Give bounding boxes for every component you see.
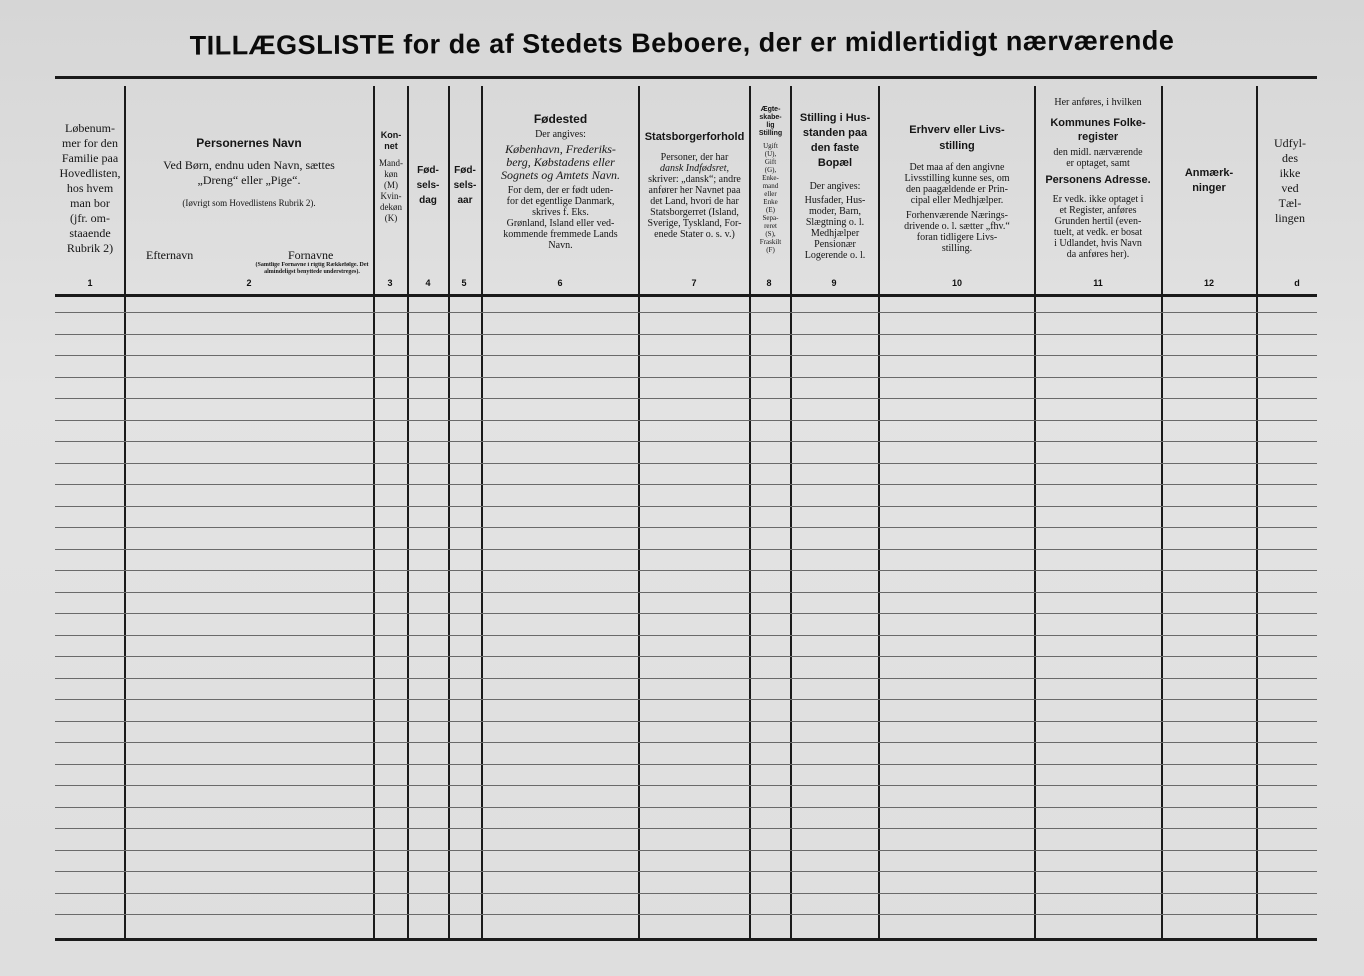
column-number: 8	[766, 278, 772, 288]
header-line: anfører her Navnet paa	[648, 185, 741, 196]
header-line: Fraskilt	[759, 238, 782, 246]
ruled-line	[55, 377, 1317, 378]
column-number: 1	[87, 278, 93, 288]
column-heading: Personens Adresse.	[1045, 174, 1151, 186]
column-5-header	[450, 163, 480, 208]
ruled-line	[55, 441, 1317, 442]
ruled-line	[55, 914, 1317, 915]
header-line: Ved Børn, endnu uden Navn, sættes	[163, 158, 335, 172]
column-11-header	[1036, 97, 1160, 260]
header-line: Forhenværende Nærings-	[906, 210, 1008, 221]
header-line: i Udlandet, hvis Navn	[1054, 238, 1142, 249]
header-line: For dem, der er født uden-	[507, 185, 614, 196]
column-6-header	[484, 114, 637, 251]
ruled-line	[55, 742, 1317, 743]
column-2-header	[127, 136, 371, 211]
surname-subheader: Efternavn	[146, 248, 194, 262]
header-line: Kvin-	[380, 191, 402, 201]
header-line: (G),	[764, 166, 777, 174]
given-names-subheader: Fornavne	[288, 248, 334, 262]
ruled-line	[55, 699, 1317, 700]
header-line: staaende	[69, 226, 111, 240]
header-line: Slægtning o. l.	[805, 217, 865, 228]
column-8-header	[751, 106, 790, 254]
header-line: Sognets og Amtets Navn.	[500, 168, 621, 182]
header-line: Ugift	[763, 142, 778, 150]
ruled-line	[55, 312, 1317, 313]
header-line: man bor	[70, 196, 110, 210]
header-line: (K)	[384, 213, 398, 223]
header-line: Grønland, Island eller ved-	[506, 218, 615, 229]
header-line: et Register, anføres	[1059, 205, 1137, 216]
header-line: Der angives:	[809, 181, 861, 192]
header-line: den paagældende er Prin-	[906, 184, 1008, 195]
ruled-line	[55, 635, 1317, 636]
header-line: København, Frederiks-	[505, 142, 616, 156]
column-number: 4	[425, 278, 431, 288]
header-line: da anføres her).	[1066, 249, 1130, 260]
column-number: 6	[557, 278, 563, 288]
header-line: Sverige, Tyskland, For-	[647, 218, 742, 229]
header-line: Familie paa	[61, 151, 119, 165]
column-divider	[448, 86, 450, 938]
ruled-line	[55, 893, 1317, 894]
column-1-header	[57, 121, 123, 256]
column-heading: Ægte- skabe- lig Stilling	[758, 106, 783, 137]
header-note: (Iøvrigt som Hovedlistens Rubrik 2).	[182, 198, 316, 208]
header-line: Er vedk. ikke optaget i	[1052, 194, 1144, 205]
header-line: Gift	[764, 158, 777, 166]
header-line: Enke-	[762, 174, 779, 182]
header-line: Der angives:	[535, 129, 586, 140]
header-line: cipal eller Medhjælper.	[910, 195, 1004, 206]
header-line: Tæl-	[1278, 196, 1302, 210]
header-line: des	[1282, 151, 1298, 165]
header-line: Statsborgerret (Island,	[650, 207, 739, 218]
header-line: Husfader, Hus-	[804, 195, 866, 206]
column-9-header	[792, 111, 878, 261]
ruled-line	[55, 549, 1317, 550]
header-line: reret	[764, 222, 777, 230]
header-line: (U),	[764, 150, 777, 158]
column-number: 12	[1203, 278, 1214, 288]
header-line: skriver: „dansk“; andre	[648, 174, 741, 185]
header-line: eller	[764, 190, 777, 198]
header-line: Hovedlisten,	[59, 166, 121, 180]
header-line: kommende fremmede Lands	[503, 229, 618, 240]
column-number: 3	[387, 278, 393, 288]
column-10-header	[880, 122, 1034, 254]
column-heading: Personernes Navn	[196, 136, 302, 150]
header-line: (M)	[384, 180, 398, 190]
ruled-line	[55, 850, 1317, 851]
column-heading: Stilling i Hus- standen paa den faste Bopæl	[799, 112, 871, 169]
ruled-line	[55, 506, 1317, 507]
header-bottom-rule	[55, 294, 1317, 297]
header-line: skrives f. Eks.	[532, 207, 589, 218]
header-line: hos hvem	[66, 181, 114, 195]
header-line: Det maa af den angivne	[909, 162, 1005, 173]
column-heading: Kon- net	[380, 130, 402, 151]
column-d-header	[1258, 136, 1322, 226]
header-line: foran tidligere Livs-	[916, 232, 998, 243]
ruled-line	[55, 656, 1317, 657]
ruled-line	[55, 570, 1317, 571]
header-line: Mand-	[379, 158, 403, 168]
top-rule	[55, 76, 1317, 79]
header-line: Sepa-	[762, 214, 779, 222]
header-line: Livsstilling kunne ses, om	[904, 173, 1010, 184]
column-heading: Fød- sels- dag	[416, 165, 440, 206]
header-line: moder, Barn,	[808, 206, 862, 217]
column-divider	[1161, 86, 1163, 938]
header-line: Medhjælper	[810, 228, 860, 239]
header-line: ved	[1281, 181, 1299, 195]
ruled-line	[55, 828, 1317, 829]
header-line: er optaget, samt	[1066, 158, 1130, 169]
header-line: stilling.	[941, 243, 973, 254]
ruled-line	[55, 613, 1317, 614]
ruled-line	[55, 527, 1317, 528]
ruled-line	[55, 420, 1317, 421]
header-line: drivende o. l. sætter „fhv.“	[904, 221, 1010, 232]
ruled-line	[55, 484, 1317, 485]
header-line: Pensionær	[814, 239, 856, 250]
column-3-header	[375, 130, 407, 224]
ruled-line	[55, 764, 1317, 765]
column-number: 9	[831, 278, 837, 288]
column-heading: Statsborgerforhold	[644, 132, 745, 143]
header-line: „Dreng“ eller „Pige“.	[197, 173, 301, 187]
ruled-line	[55, 592, 1317, 593]
header-line: ikke	[1279, 166, 1301, 180]
ruled-line	[55, 871, 1317, 872]
column-heading: Erhverv eller Livs- stilling	[909, 124, 1005, 152]
column-7-header	[640, 132, 749, 240]
ruled-line	[55, 463, 1317, 464]
header-line: køn	[384, 169, 398, 179]
column-heading: Kommunes Folke- register	[1050, 117, 1146, 143]
bottom-rule	[55, 938, 1317, 941]
column-number: 2	[246, 278, 252, 288]
ruled-line	[55, 721, 1317, 722]
column-heading: Fød- sels- aar	[453, 165, 477, 206]
header-line: dansk Indfødsret,	[659, 163, 730, 174]
column-divider	[124, 86, 126, 938]
header-line: (F)	[766, 246, 775, 254]
header-line: Rubrik 2)	[66, 241, 114, 255]
column-divider	[481, 86, 483, 938]
header-line: Personer, der har	[660, 152, 729, 163]
ruled-line	[55, 355, 1317, 356]
header-line: dekøn	[380, 202, 402, 212]
header-line: mand	[762, 182, 779, 190]
header-line: Her anføres, i hvilken	[1054, 97, 1142, 108]
form-title: TILLÆGSLISTE for de af Stedets Beboere, der er midlertidigt nærværende	[189, 25, 1175, 61]
ruled-line	[55, 785, 1317, 786]
column-number: 10	[951, 278, 962, 288]
header-line: Navn.	[548, 240, 573, 251]
header-line: mer for den	[62, 136, 118, 150]
header-line: (E)	[766, 206, 775, 214]
header-line: Løbenum-	[65, 121, 115, 135]
column-12-header	[1163, 166, 1255, 196]
ruled-line	[55, 678, 1317, 679]
column-number: d	[1294, 278, 1300, 288]
header-line: den midl. nærværende	[1053, 147, 1143, 158]
ruled-line	[55, 398, 1317, 399]
column-heading: Anmærk- ninger	[1184, 167, 1234, 194]
header-line: for det egentlige Danmark,	[506, 196, 615, 207]
header-line: tuelt, at vedk. er bosat	[1053, 227, 1143, 238]
header-note: (Samtlige Fornavne i rigtig Rækkefølge. Det almindeligst benyttede understreges).	[255, 262, 369, 275]
header-line: Udfyl-	[1274, 136, 1306, 150]
header-line: (S),	[765, 230, 776, 238]
header-line: Logerende o. l.	[804, 250, 866, 261]
header-line: lingen	[1275, 211, 1305, 225]
column-number: 7	[691, 278, 697, 288]
ruled-line	[55, 334, 1317, 335]
header-line: berg, Købstadens eller	[506, 155, 615, 169]
column-number: 5	[461, 278, 467, 288]
header-line: enede Stater o. s. v.)	[654, 229, 735, 240]
column-heading: Fødested	[533, 114, 588, 126]
column-4-header	[409, 163, 447, 208]
header-line: (jfr. om-	[70, 211, 110, 225]
ruled-line	[55, 807, 1317, 808]
header-line: det Land, hvori de har	[650, 196, 739, 207]
header-line: Enke	[763, 198, 778, 206]
column-number: 11	[1093, 278, 1103, 288]
column-divider	[407, 86, 409, 938]
header-line: Grunden hertil (even-	[1054, 216, 1142, 227]
given-names-note	[252, 262, 372, 276]
